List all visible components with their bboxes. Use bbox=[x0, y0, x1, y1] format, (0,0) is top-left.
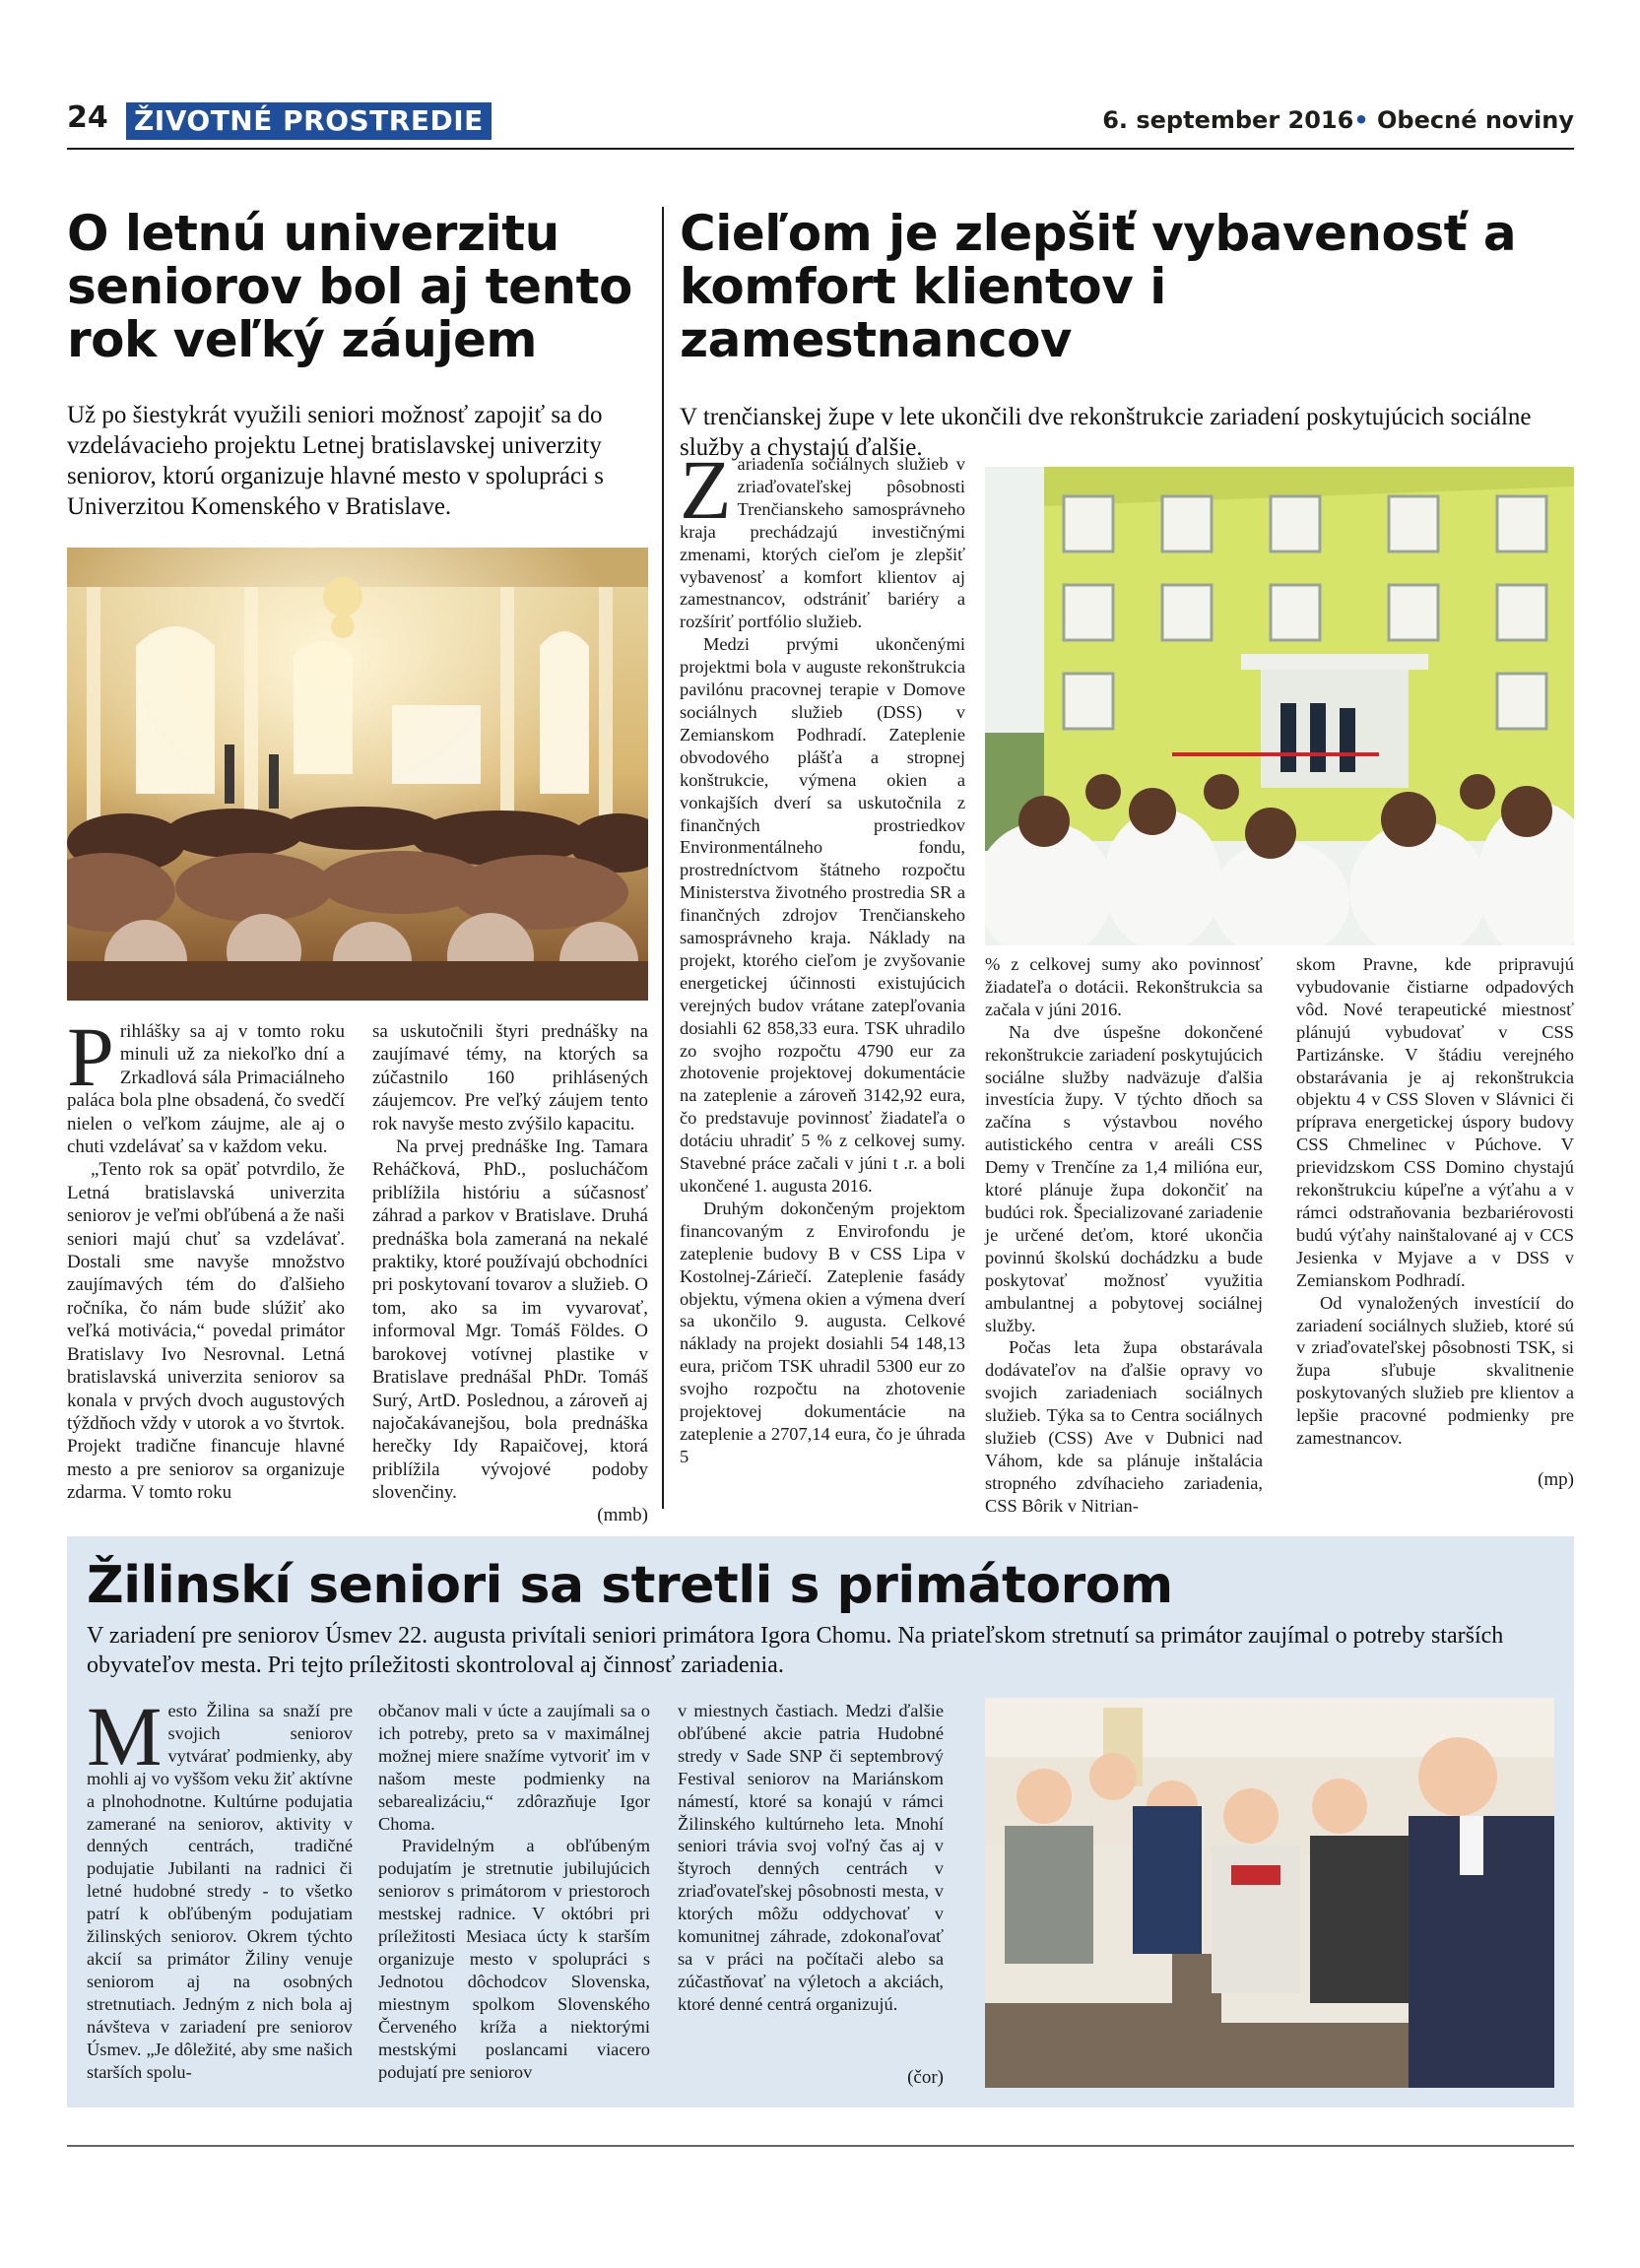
article3-photo-seniors-meeting bbox=[985, 1698, 1554, 2088]
article1-photo-lecture-hall bbox=[67, 548, 648, 1001]
article3-col1-p1: esto Žilina sa snaží pre svojich seniorov vytvárať podmienky, aby mohli aj vo vyššom veku žiť aktívne a plnohodnotne. Kultúrne podujatia zamerané na seniorov, aktivity v denných centrách, tradičné podujatie Jubilanti na radnici či letné hudobné stredy - to všetko patrí k obľúbeným podujatiam žilinských seniorov. Okrem týchto akcií sa primátor Žiliny venuje seniorom aj na osobných stretnutiach. Jedným z nich bola aj návšteva v zariadení pre seniorov Úsmev. „Je dôležité, aby sme našich starších spolu- bbox=[87, 1701, 353, 2082]
article1-col2-p1: sa uskutočnili štyri prednášky na zaujímavé témy, na ktorých sa zúčastnilo 160 prihlásených záujemcov. Pre veľký záujem tento rok navyše mesto zvýšilo kapacitu. bbox=[372, 1021, 648, 1134]
article3-col2-p1: občanov mali v úcte a zaujímali sa o ich potreby, preto sa v maximálnej možnej miere snažíme vytvoriť im v našom meste podmienky na sebarealizáciu,“ zdôrazňuje Igor Choma. bbox=[378, 1701, 650, 1834]
issue-info bbox=[1102, 106, 1574, 134]
article3-headline: Žilinskí seniori sa stretli s primátorom bbox=[87, 1556, 1173, 1615]
article3-col3-p1: v miestnych častiach. Medzi ďalšie obľúbené akcie patria Hudobné stredy v Sade SNP či septembrový Festival seniorov na Mariánskom námestí, ktoré sa konajú v rámci Žilinského kultúrneho leta. Mnohí seniori trávia svoj voľný čas aj v štyroch denných centrách v zriaďovateľskej pôsobnosti mesta, v ktorých môžu oddychovať v komunitnej záhrade, zdokonaľovať sa v práci na počítači alebo sa zúčastňovať na výletoch a akciách, ktoré denné centrá organizujú. bbox=[678, 1701, 944, 2014]
article2-headline: Cieľom je zlepšiť vybavenosť a komfort klientov i zamestnancov bbox=[680, 205, 1517, 368]
article2-col3-p2: Od vynaložených investícií do zariadení sociálnych služieb, ktoré sú v zriaďovateľskej pôsobnosti TSK, si župa sľubuje skvalitnenie poskytovaných služieb pre klientov a lepšie pracovné podmienky pre zamestnancov. bbox=[1296, 1292, 1574, 1449]
article1-column2 bbox=[372, 1020, 648, 1526]
article3-signature: (čor) bbox=[907, 2066, 944, 2088]
bottom-rule bbox=[67, 2145, 1574, 2147]
article3-dropcap: M bbox=[87, 1689, 163, 1783]
article2-col2-p3: Počas leta župa obstarávala dodávateľov na ďalšie opravy vo svojich zariadeniach sociálnych služieb. Týka sa to Centra sociálnych služieb (CSS) Ave v Dubnici nad Váhom, kde sa plánuje inštalácia stropného zdvíhacieho zariadenia, CSS Bôrik v Nitrian- bbox=[985, 1337, 1263, 1516]
article1-col1-p1: rihlášky sa aj v tomto roku minuli už za niekoľko dní a Zrkadlová sála Primaciálneho paláca bola plne obsadená, čo svedčí nielen o veľkom záujme, ale aj o chuti vzdelávať sa v každom veku. bbox=[67, 1021, 345, 1158]
column-divider bbox=[662, 207, 664, 1509]
article3-col2-p2: Pravidelným a obľúbeným podujatím je stretnutie jubilujúcich seniorov s primátorom v priestoroch mestskej radnice. V októbri pri príležitosti Mesiaca úcty k starším organizuje mesto v spolupráci s Jednotou dôchodcov Slovenska, miestnym spolkom Slovenského Červeného kríža a niektorými mestskými poslancami viacero podujatí pre seniorov bbox=[378, 1836, 650, 2082]
article2-column3 bbox=[1296, 953, 1574, 1491]
article2-col3-p1: skom Pravne, kde pripravujú vybudovanie čistiarne odpadových vôd. Nové terapeutické miestnosť plánujú vybudovať v CSS Partizánske. V štádiu verejného obstarávania je aj rekonštrukcia objektu 4 v CSS Sloven v Slávnici či príprava energetickej úspory budovy CSS Chmelinec v Púchove. V prievidzskom CSS Domino chystajú rekonštrukciu kúpeľne a výťahu a v rámci odstraňovania bezbariérovosti budú výťahy nainštalované aj v CCS Jesienka v Myjave a v DSS v Zemianskom Podhradí. bbox=[1296, 954, 1574, 1290]
article2-dropcap: Z bbox=[680, 442, 732, 537]
article2-column1 bbox=[680, 442, 965, 1468]
section-label: ŽIVOTNÉ PROSTREDIE bbox=[126, 102, 492, 140]
article1-headline: O letnú univerzitu seniorov bol aj tento rok veľký záujem bbox=[67, 205, 632, 368]
article2-lede: V trenčianskej župe v lete ukončili dve rekonštrukcie zariadení poskytujúcich sociálne služby a chystajú ďalšie. bbox=[680, 404, 1532, 461]
header-rule bbox=[67, 148, 1574, 150]
article2-col2-p2: Na dve úspešne dokončené rekonštrukcie zariadení poskytujúcich sociálne služby nadväzuje ďalšia investícia župy. V týchto dňoch sa začína s výstavbou nového autistického centra v areáli CSS Demy v Trenčíne za 1,4 milióna eur, ktoré plánuje župa dokončiť na budúci rok. Špecializované zariadenie je určené deťom, ktoré ukončia povinnú školskú dochádzku a bude poskytovať možnosť využitia ambulantnej a pobytovej sociálnej služby. bbox=[985, 1021, 1263, 1335]
article2-signature: (mp) bbox=[1538, 1468, 1574, 1490]
article2-col1-p1: ariadenia sociálnych služieb v zriaďovateľskej pôsobnosti Trenčianskeho samosprávneho kraja prechádzajú investičnými zmenami, ktorých cieľom je zlepšiť vybavenosť a komfort klientov aj zamestnancov, odstrániť bariéry a rozšíriť portfólio služieb. bbox=[680, 454, 965, 632]
article1-signature: (mmb) bbox=[597, 1504, 648, 1525]
article1-column1 bbox=[67, 1009, 345, 1505]
article2-col1-p3: Druhým dokončeným projektom financovaným z Envirofondu je zateplenie budovy B v CSS Lipa v Kostolnej-Záriečí. Zateplenie fasády objektu, výmena okien a výmena dverí sa ukončilo 9. augusta. Celkové náklady na projekt dosiahli 54 148,13 eura, pričom TSK uhradil 5300 eur zo svojho rozpočtu na zhotovenie projektovej dokumentácie na zateplenie a 2707,14 eura, čo je úhrada 5 bbox=[680, 1198, 965, 1466]
article3-column1 bbox=[87, 1689, 353, 2083]
issue-date: 6. september 2016 bbox=[1102, 106, 1354, 134]
article1-col1-p2: „Tento rok sa opäť potvrdilo, že Letná bratislavská univerzita seniorov je veľmi obľúbená a že naši seniori majú chuť sa vzdelávať. Dostali sme navyše množstvo zaujímavých tém do ďalšieho ročníka, čo nám bude slúžiť ako veľká motivácia,“ povedal primátor Bratislavy Ivo Nesrovnal. Letná bratislavská univerzita seniorov sa konala v prvých dvoch augustových týždňoch vždy v utorok a vo štvrtok. Projekt tradične financuje hlavné mesto a pre seniorov sa organizuje zdarma. V tomto roku bbox=[67, 1159, 345, 1504]
article1-col2-p2: Na prvej prednáške Ing. Tamara Reháčková, PhD., poslucháčom priblížila históriu a súčasnosť záhrad a parkov v Bratislave. Druhá prednáška bola zameraná na nekalé praktiky, ktoré používajú obchodníci pri poskytovaní tovarov a služieb. O tom, ako sa im vyvarovať, informoval Mgr. Tomáš Földes. O barokovej votívnej plastike v Bratislave prednášal PhDr. Tomáš Surý, ArtD. Poslednou, a zároveň aj najočakávanejšou, bola prednáška herečky Idy Rapaičovej, ktorá priblížila vývojové podoby slovenčiny. bbox=[372, 1136, 648, 1504]
page-number: 24 bbox=[67, 100, 108, 135]
separator-dot: • bbox=[1353, 106, 1369, 134]
article2 bbox=[680, 207, 1574, 463]
article2-col2-p1: % z celkovej sumy ako povinnosť žiadateľa o dotácii. Rekonštrukcia sa začala v júni 2016. bbox=[985, 954, 1263, 1019]
article1-lede: Už po šiestykrát využili seniori možnosť zapojiť sa do vzdelávacieho projektu Letnej bratislavskej univerzity seniorov, ktorú organizuje hlavné mesto v spolupráci s Univerzitou Komenského v Bratislave. bbox=[67, 402, 605, 520]
article2-col1-p2: Medzi prvými ukončenými projektmi bola v auguste rekonštrukcia pavilónu pracovnej terapie v Domove sociálnych služieb (DSS) v Zemianskom Podhradí. Zateplenie obvodového plášťa a stropnej konštrukcie, výmena okien a vonkajších dverí sa uskutočnila z finančných prostriedkov Environmentálneho fondu, prostredníctvom štátneho rozpočtu Ministerstva životného prostredia SR a finančných zdrojov Trenčianskeho samosprávneho kraja. Náklady na projekt, ktorého cieľom je zvyšovanie energetickej účinnosti existujúcich verejných budov vrátane zatepľovania dosiahli 62 858,33 eura. TSK uhradilo zo svojho rozpočtu 4790 eur za zhotovenie projektovej dokumentácie na zateplenie a zároveň 3142,92 eura, čo predstavuje povinnosť žiadateľa o dotáciu uhradiť 5 % z celkovej sumy. Stavebné práce začali v júni t .r. a boli ukončené 1. augusta 2016. bbox=[680, 634, 965, 1196]
publication-name: Obecné noviny bbox=[1377, 106, 1574, 134]
article1 bbox=[67, 207, 648, 522]
article3-column2 bbox=[378, 1700, 650, 2083]
page-header bbox=[67, 100, 1574, 144]
article2-column2 bbox=[985, 953, 1263, 1518]
article3-column3 bbox=[678, 1700, 944, 2089]
article3-lede: V zariadení pre seniorov Úsmev 22. augusta privítali seniori primátora Igora Chomu. Na priateľskom stretnutí sa primátor zaujímal o potreby starších obyvateľov mesta. Pri tejto príležitosti skontroloval aj činnosť zariadenia. bbox=[87, 1623, 1504, 1678]
article2-photo-building-opening bbox=[985, 467, 1574, 945]
article3-box bbox=[67, 1536, 1574, 2107]
article1-dropcap: P bbox=[67, 1009, 114, 1104]
